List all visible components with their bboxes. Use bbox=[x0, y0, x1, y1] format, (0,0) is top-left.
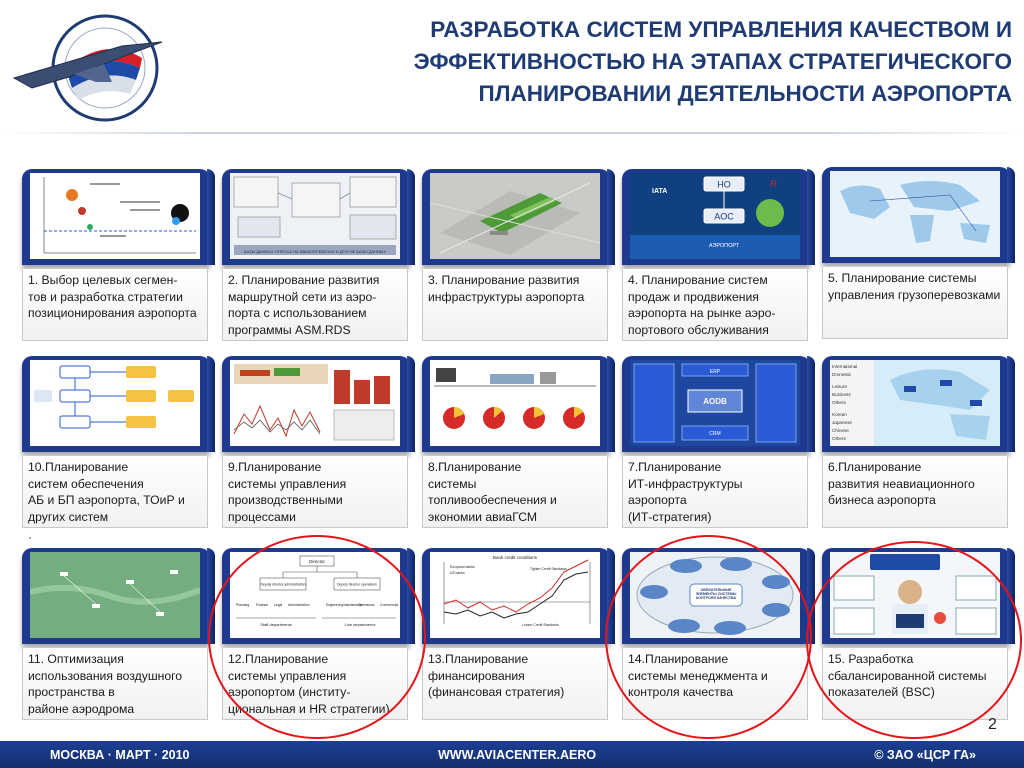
svg-text:Finance: Finance bbox=[256, 603, 269, 607]
frame-notch bbox=[807, 356, 815, 452]
aoc-label: AOC bbox=[714, 211, 734, 222]
card-5 bbox=[822, 167, 1010, 341]
card-3 bbox=[422, 169, 610, 343]
network-map-thumbnail bbox=[630, 173, 800, 259]
svg-text:Line departments: Line departments bbox=[344, 622, 376, 627]
thumbnail-frame bbox=[22, 169, 210, 265]
card-caption: 3. Планирование развития инфраструктуры аэропорта bbox=[422, 269, 608, 341]
svg-text:Others: Others bbox=[832, 436, 846, 441]
card-6 bbox=[822, 356, 1010, 530]
svg-text:US banks: US banks bbox=[450, 571, 465, 575]
iata-logo: IATA bbox=[652, 188, 668, 195]
highlight-circle-15 bbox=[806, 541, 1022, 739]
card-caption: 7.Планирование ИТ-инфраструктуры аэропорта (ИТ-стратегия) bbox=[622, 456, 808, 528]
ho-label: HO bbox=[717, 179, 731, 190]
card-caption: 4. Планирование систем продаж и продвижения аэропорта на рынке аэро-портового обслуживания bbox=[622, 269, 808, 341]
svg-text:Planning: Planning bbox=[236, 603, 250, 607]
thumbnail-frame bbox=[222, 356, 410, 452]
process-charts-thumbnail bbox=[230, 360, 400, 446]
thumbnail-frame bbox=[822, 167, 1010, 263]
svg-text:Tighter Credit Standards: Tighter Credit Standards bbox=[530, 567, 567, 571]
aodb-label: AODB bbox=[703, 397, 727, 406]
thumbnail-frame bbox=[822, 356, 1010, 452]
card-caption: 14.Планирование системы менеджмента и контроля качества bbox=[622, 648, 808, 720]
page-title bbox=[180, 14, 1012, 110]
software-screens-thumbnail bbox=[230, 173, 400, 259]
card-caption: 11. Оптимизация использования воздушного пространства в районе аэродрома bbox=[22, 648, 208, 720]
card-caption: 15. Разработка сбалансированной системы показателей (BSC) bbox=[822, 648, 1008, 720]
frame-notch bbox=[207, 169, 215, 265]
svg-text:Domestic: Domestic bbox=[832, 372, 852, 377]
thumbnail-frame bbox=[422, 356, 610, 452]
svg-text:Commercial: Commercial bbox=[380, 603, 399, 607]
flowchart-thumbnail bbox=[30, 360, 200, 446]
thumbnail-frame bbox=[622, 169, 810, 265]
card-caption: 6.Планирование развития неавиационного бизнеса аэропорта bbox=[822, 456, 1008, 528]
airport-label: АЭРОПОРТ bbox=[708, 243, 740, 249]
airspace-map-thumbnail bbox=[30, 552, 200, 638]
card-caption: 2. Планирование развития маршрутной сети из аэро-порта с использованием программы ASM.RDS bbox=[222, 269, 408, 341]
card-caption: 8.Планирование системы топливообеспечения и экономии авиаГСМ bbox=[422, 456, 608, 528]
svg-text:Korean: Korean bbox=[832, 412, 847, 417]
svg-text:Administration: Administration bbox=[288, 603, 310, 607]
thumbnail-frame bbox=[422, 548, 610, 644]
frame-notch bbox=[1007, 167, 1015, 263]
title-divider bbox=[0, 132, 1024, 134]
card-13 bbox=[422, 548, 610, 722]
frame-notch bbox=[407, 169, 415, 265]
footer-bar bbox=[0, 741, 1024, 768]
card-4 bbox=[622, 169, 810, 343]
bubble-chart-thumbnail bbox=[30, 173, 200, 259]
card-caption: 12.Планирование системы управления аэропортом (институ-циональная и HR стратегии) bbox=[222, 648, 408, 720]
svg-text:Operations: Operations bbox=[358, 603, 375, 607]
thumbnail-frame bbox=[22, 548, 210, 644]
card-11 bbox=[22, 548, 210, 722]
frame-notch bbox=[807, 169, 815, 265]
card-1 bbox=[22, 169, 210, 343]
footer-location-date: МОСКВА · МАРТ · 2010 bbox=[50, 748, 190, 762]
svg-text:Deputy director administration: Deputy director administration bbox=[260, 582, 306, 587]
card-2 bbox=[222, 169, 410, 343]
thumbnail-frame bbox=[422, 169, 610, 265]
svg-text:Deputy director operations: Deputy director operations bbox=[337, 582, 377, 587]
card-caption: 5. Планирование системы управления грузоперевозками bbox=[822, 267, 1008, 339]
line-chart-thumbnail bbox=[430, 552, 600, 638]
logo bbox=[12, 6, 172, 126]
frame-notch bbox=[407, 356, 415, 452]
thumbnail-caption: БАЗЫ ДАННЫХ ОПРОСА НА АВИАПЕРЕВОЗКИ И ДРУГИЕ БАЗЫ ДАННЫХ bbox=[244, 249, 386, 254]
card-caption: 10.Планирование систем обеспечения АБ и БП аэропорта, ТОиР и других систем bbox=[22, 456, 208, 528]
svg-text:Looser Credit Standards: Looser Credit Standards bbox=[522, 623, 559, 627]
airport-3d-thumbnail bbox=[430, 173, 600, 259]
footer-website-link[interactable]: WWW.AVIACENTER.AERO bbox=[438, 748, 597, 762]
it-architecture-thumbnail bbox=[630, 360, 800, 446]
title-line-3: ПЛАНИРОВАНИИ ДЕЯТЕЛЬНОСТИ АЭРОПОРТА bbox=[478, 81, 1012, 106]
frame-notch bbox=[607, 356, 615, 452]
svg-text:Legal: Legal bbox=[274, 603, 283, 607]
card-caption: 1. Выбор целевых сегмен- тов и разработка стратегии позиционирования аэропорта bbox=[22, 269, 208, 341]
card-caption: 13.Планирование финансирования (финансовая стратегия) bbox=[422, 648, 608, 720]
title-line-2: ЭФФЕКТИВНОСТЬЮ НА ЭТАПАХ СТРАТЕГИЧЕСКОГО bbox=[413, 49, 1012, 74]
svg-text:R: R bbox=[770, 179, 777, 189]
frame-notch bbox=[1007, 356, 1015, 452]
world-map-thumbnail bbox=[830, 171, 1000, 257]
card-caption: 9.Планирование системы управления производственными процессами bbox=[222, 456, 408, 528]
svg-text:Director: Director bbox=[309, 559, 325, 564]
thumbnail-frame bbox=[222, 169, 410, 265]
highlight-circle-12 bbox=[208, 535, 426, 739]
erp-label: ERP bbox=[709, 369, 721, 375]
frame-notch bbox=[207, 356, 215, 452]
regional-map-thumbnail bbox=[830, 360, 1000, 446]
svg-text:Others: Others bbox=[832, 400, 846, 405]
thumbnail-frame bbox=[622, 356, 810, 452]
fuel-pies-thumbnail bbox=[430, 360, 600, 446]
airplane-emblem-icon bbox=[12, 6, 172, 126]
crm-label: CRM bbox=[709, 431, 721, 437]
card-9 bbox=[222, 356, 410, 530]
card-7 bbox=[622, 356, 810, 530]
svg-text:International: International bbox=[832, 364, 858, 369]
thumbnail-frame bbox=[22, 356, 210, 452]
svg-text:Engineering/maintenance: Engineering/maintenance bbox=[326, 603, 363, 607]
page-number: 2 bbox=[988, 716, 997, 733]
highlight-circle-14 bbox=[605, 535, 812, 739]
card-10 bbox=[22, 356, 210, 530]
svg-text:Business: Business bbox=[832, 392, 851, 397]
svg-text:Staff departments: Staff departments bbox=[260, 622, 292, 627]
svg-text:European banks: European banks bbox=[450, 565, 475, 569]
svg-text:Chinese: Chinese bbox=[832, 428, 849, 433]
card-8 bbox=[422, 356, 610, 530]
quality-center-label: ОБЯЗАТЕЛЬНЫЕ ЭЛЕМЕНТЫ СИСТЕМЫ КОНТРОЛЯ КАЧЕСТВА bbox=[695, 588, 737, 601]
svg-text:Bank credit conditions: Bank credit conditions bbox=[492, 555, 538, 560]
footer-copyright: © ЗАО «ЦСР ГА» bbox=[874, 748, 976, 762]
svg-text:Leisure: Leisure bbox=[832, 384, 848, 389]
stray-mark: · bbox=[28, 530, 32, 544]
svg-text:Japanese: Japanese bbox=[832, 420, 852, 425]
frame-notch bbox=[607, 169, 615, 265]
title-line-1: РАЗРАБОТКА СИСТЕМ УПРАВЛЕНИЯ КАЧЕСТВОМ И bbox=[430, 17, 1012, 42]
